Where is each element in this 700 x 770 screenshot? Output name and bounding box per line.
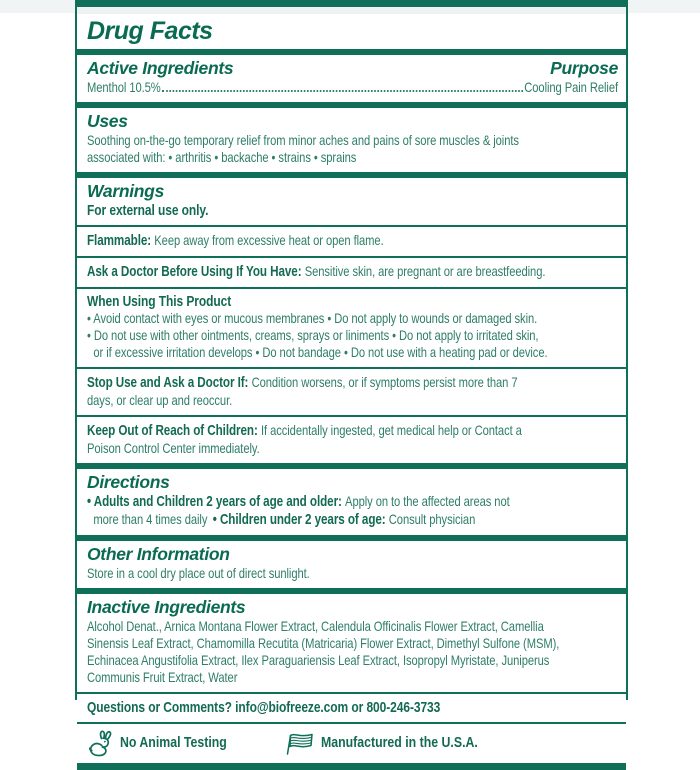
keep-out-section xyxy=(77,417,626,463)
inactive-ingredients-line3: Echinacea Angustifolia Extract, Ilex Paraguariensis Leaf Extract, Isopropyl Myristate, Juniperus xyxy=(87,652,550,668)
ask-doctor-text: Sensitive skin, are pregnant or are breastfeeding. xyxy=(304,263,546,279)
made-in-usa-group xyxy=(284,730,506,756)
directions-heading: Directions xyxy=(87,472,170,492)
label-bottom-bar xyxy=(77,763,626,770)
uses-text-line2: associated with: • arthritis • backache • strains • sprains xyxy=(87,149,357,165)
directions-adults-label: • Adults and Children 2 years of age and older: xyxy=(87,494,342,510)
uses-heading: Uses xyxy=(87,111,128,131)
keep-out-label: Keep Out of Reach of Children: xyxy=(87,423,258,439)
warnings-section xyxy=(77,178,626,225)
external-use-text: For external use only. xyxy=(87,202,209,219)
when-using-bullet2-line1: • Do not use with other ointments, creams, sprays or liniments • Do not apply to irritated skin, xyxy=(87,327,539,343)
directions-children-text: Consult physician xyxy=(388,511,476,527)
ask-doctor-label: Ask a Doctor Before Using If You Have: xyxy=(87,264,302,280)
when-using-bullet2-line2: or if excessive irritation develops • Do not bandage • Do not use with a heating pad or device. xyxy=(93,344,548,360)
other-information-heading: Other Information xyxy=(87,544,230,564)
no-animal-testing-label: No Animal Testing xyxy=(120,735,227,751)
contact-row xyxy=(77,694,626,722)
other-information-text: Store in a cool dry place out of direct sunlight. xyxy=(87,565,310,581)
contact-text: Questions or Comments? info@biofreeze.com or 800-246-3733 xyxy=(87,699,441,716)
drug-facts-label xyxy=(75,0,628,751)
stop-use-label: Stop Use and Ask a Doctor If: xyxy=(87,375,249,391)
made-in-usa-label: Manufactured in the U.S.A. xyxy=(320,735,478,751)
stop-use-text-line1: Condition worsens, or if symptoms persist more than 7 xyxy=(251,374,518,390)
inactive-ingredients-heading: Inactive Ingredients xyxy=(87,597,246,617)
label-top-strip xyxy=(77,7,626,14)
when-using-bullet1: • Avoid contact with eyes or mucous membranes • Do not apply to wounds or damaged skin. xyxy=(87,310,538,326)
label-top-bar xyxy=(77,0,626,7)
when-using-section xyxy=(77,289,626,367)
uses-text-line1: Soothing on-the-go temporary relief from minor aches and pains of sore muscles & joints xyxy=(87,132,519,148)
flammable-row xyxy=(77,227,626,256)
stop-use-text-line2: days, or clear up and reoccur. xyxy=(87,392,233,408)
directions-children-label: • Children under 2 years of age: xyxy=(212,512,386,528)
uses-section xyxy=(77,108,626,172)
usa-flag-icon xyxy=(284,730,315,756)
directions-adults-text-cont: more than 4 times daily xyxy=(93,511,208,527)
purpose-heading: Purpose xyxy=(550,58,618,78)
directions-section xyxy=(77,469,626,535)
drug-facts-title: Drug Facts xyxy=(87,17,213,45)
rabbit-icon xyxy=(87,729,114,757)
active-ingredient-name: Menthol 10.5% xyxy=(87,79,161,95)
directions-adults-text: Apply on to the affected areas not xyxy=(345,493,510,509)
keep-out-text-line2: Poison Control Center immediately. xyxy=(87,440,260,456)
inactive-ingredients-section xyxy=(77,594,626,692)
footer-row xyxy=(77,724,626,763)
other-information-section xyxy=(77,541,626,588)
inactive-ingredients-line4: Communis Fruit Extract, Water xyxy=(87,669,238,685)
dotted-leader xyxy=(162,90,522,92)
inactive-ingredients-line1: Alcohol Denat., Arnica Montana Flower Extract, Calendula Officinalis Flower Extract, Camellia xyxy=(87,618,544,634)
warnings-heading: Warnings xyxy=(87,181,165,201)
active-ingredients-heading: Active Ingredients xyxy=(87,58,234,78)
flammable-label: Flammable: xyxy=(87,233,152,249)
when-using-heading: When Using This Product xyxy=(87,293,232,310)
active-ingredients-section xyxy=(77,55,626,102)
no-animal-testing-group xyxy=(87,729,246,757)
inactive-ingredients-line2: Sinensis Leaf Extract, Chamomilla Recutita (Matricaria) Flower Extract, Dimethyl Sulfone (MSM), xyxy=(87,635,560,651)
stop-use-section xyxy=(77,369,626,415)
ask-doctor-row xyxy=(77,258,626,287)
keep-out-text-line1: If accidentally ingested, get medical help or Contact a xyxy=(260,422,522,438)
purpose-value: Cooling Pain Relief xyxy=(524,79,618,95)
flammable-text: Keep away from excessive heat or open flame. xyxy=(154,232,384,248)
